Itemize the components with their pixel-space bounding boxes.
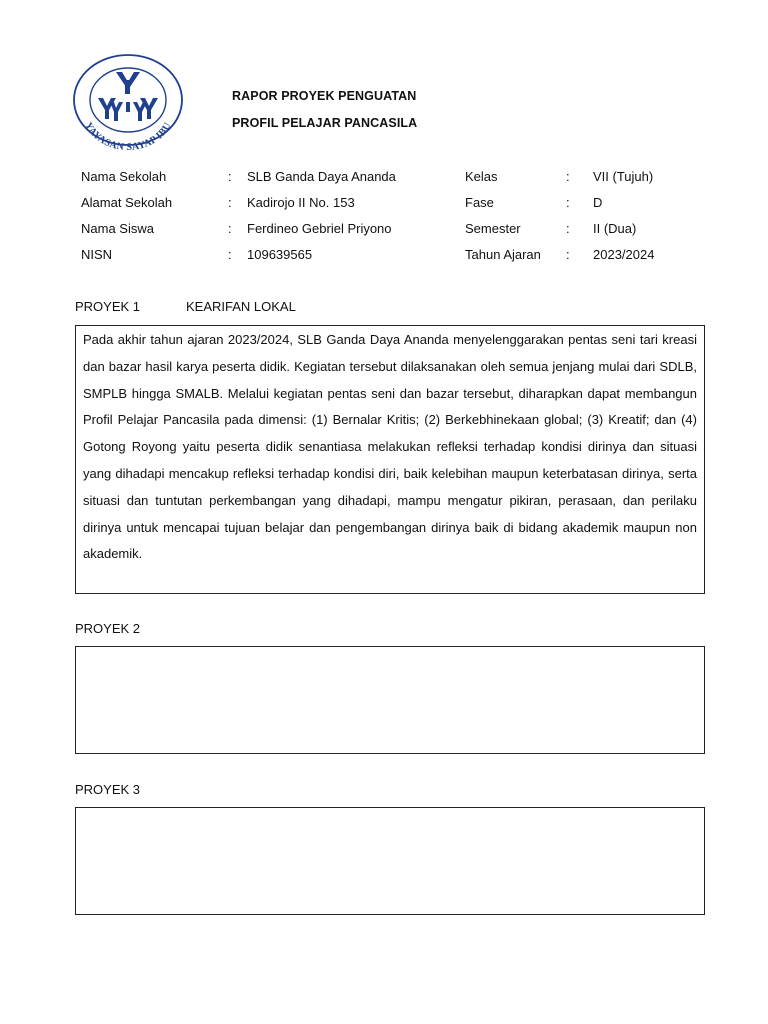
- info-value: D: [593, 195, 603, 210]
- info-label: NISN: [81, 247, 113, 262]
- info-separator: :: [228, 169, 232, 184]
- info-label: Kelas: [465, 169, 498, 184]
- project-1-label: PROYEK 1: [75, 299, 141, 314]
- info-separator: :: [228, 221, 232, 236]
- info-value: Ferdineo Gebriel Priyono: [247, 221, 392, 236]
- info-label: Semester: [465, 221, 521, 236]
- project-3-label: PROYEK 3: [75, 782, 141, 797]
- project-1-description-box: [75, 325, 705, 594]
- info-separator: :: [566, 169, 570, 184]
- info-value: II (Dua): [593, 221, 637, 236]
- info-label: Alamat Sekolah: [81, 195, 173, 210]
- report-title-line2: PROFIL PELAJAR PANCASILA: [232, 116, 418, 130]
- info-value: VII (Tujuh): [593, 169, 654, 184]
- project-3-description-box: [75, 807, 705, 915]
- info-value: Kadirojo II No. 153: [247, 195, 355, 210]
- project-1-theme: KEARIFAN LOKAL: [186, 299, 296, 314]
- logo-text: YAYASAN SAYAP IBU: [82, 120, 174, 152]
- project-2-description-box: [75, 646, 705, 754]
- info-label: Fase: [465, 195, 494, 210]
- info-value: SLB Ganda Daya Ananda: [247, 169, 396, 184]
- info-label: Tahun Ajaran: [465, 247, 541, 262]
- report-title-line1: RAPOR PROYEK PENGUATAN: [232, 89, 417, 103]
- info-label: Nama Siswa: [81, 221, 154, 236]
- info-separator: :: [566, 247, 570, 262]
- info-value: 109639565: [247, 247, 313, 262]
- info-separator: :: [566, 195, 570, 210]
- info-label: Nama Sekolah: [81, 169, 167, 184]
- svg-text:YAYASAN SAYAP IBU: [82, 121, 173, 152]
- project-1-description: Pada akhir tahun ajaran 2023/2024, SLB Ganda Daya Ananda menyelenggarakan pentas seni tari kreasi dan bazar hasil karya peserta didik. Kegiatan tersebut dilaksanakan oleh semua jenjang mulai dari SDLB, SMPLB hingga SMALB. Melalui kegiatan pentas seni dan bazar tersebut, diharapkan dapat membangun Profil Pelajar Pancasila pada dimensi: (1) Bernalar Kritis; (2) Berkebhinekaan global; (3) Kreatif; dan (4) Gotong Royong yaitu peserta didik senantiasa melakukan refleksi terhadap kondisi dirinya dan situasi yang dihadapi mencakup refleksi terhadap kondisi diri, baik kelebihan maupun keterbatasan dirinya, serta situasi dan tuntutan perkembangan yang dihadapi, mampu mengatur pikiran, perasaan, dan perilaku dirinya untuk mencapai tujuan belajar dan pengembangan dirinya baik di bidang akademik maupun non akademik.: [83, 332, 697, 562]
- yayasan-sayap-ibu-logo: [72, 54, 184, 152]
- info-value: 2023/2024: [593, 247, 655, 262]
- info-separator: :: [228, 195, 232, 210]
- info-separator: :: [228, 247, 232, 262]
- info-separator: :: [566, 221, 570, 236]
- project-2-label: PROYEK 2: [75, 621, 141, 636]
